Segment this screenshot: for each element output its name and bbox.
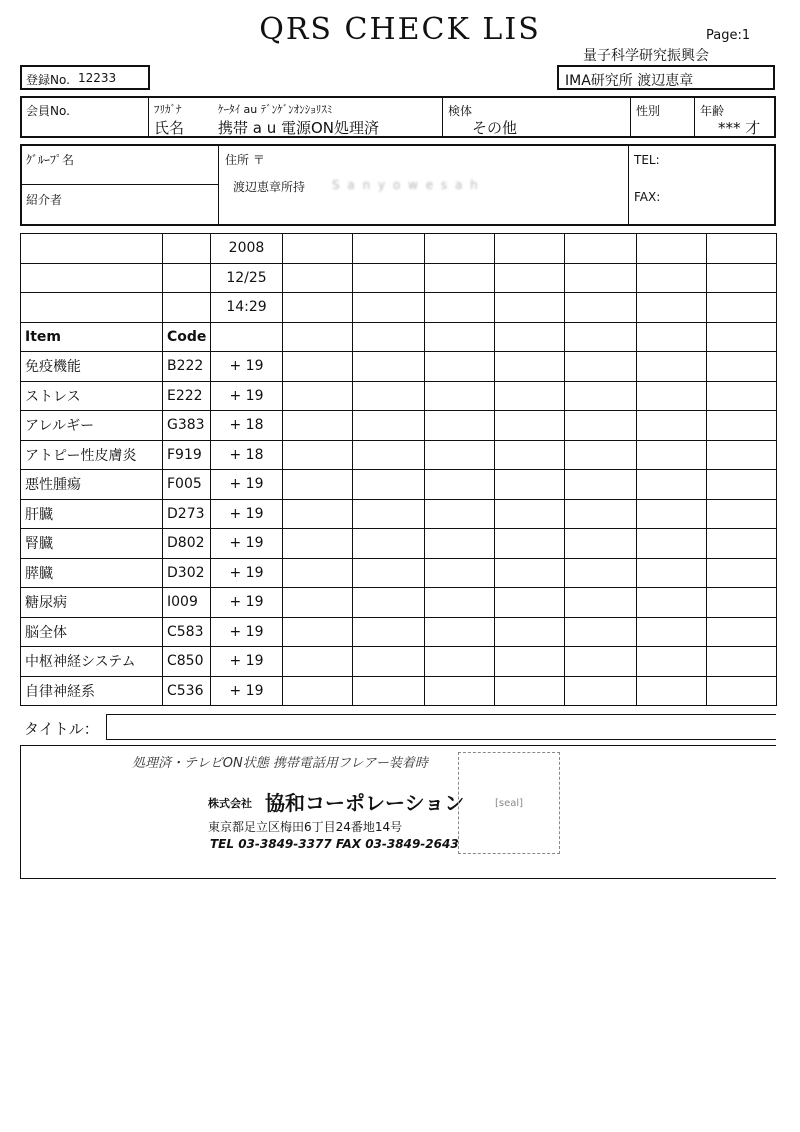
item-cell: 膵臓 bbox=[21, 558, 163, 588]
empty-cell bbox=[637, 411, 707, 441]
empty-cell bbox=[637, 234, 707, 264]
empty-cell bbox=[565, 381, 637, 411]
empty-cell bbox=[283, 647, 353, 677]
address-label: 住所 〒 bbox=[225, 153, 265, 167]
empty-cell bbox=[283, 293, 353, 323]
age-value: *** 才 bbox=[718, 119, 761, 137]
empty-cell bbox=[353, 381, 425, 411]
empty-cell bbox=[707, 617, 777, 647]
empty-cell bbox=[353, 499, 425, 529]
empty-cell bbox=[565, 470, 637, 500]
empty-cell bbox=[707, 499, 777, 529]
empty-cell bbox=[495, 293, 565, 323]
value-cell: + 18 bbox=[211, 411, 283, 441]
empty-cell bbox=[353, 558, 425, 588]
empty-cell bbox=[707, 293, 777, 323]
value-cell: + 19 bbox=[211, 352, 283, 382]
empty-cell bbox=[21, 293, 163, 323]
table-row bbox=[21, 588, 777, 618]
table-row bbox=[21, 263, 777, 293]
institute-name: IMA研究所 渡辺恵章 bbox=[565, 73, 694, 89]
empty-cell bbox=[495, 322, 565, 352]
empty-cell bbox=[565, 411, 637, 441]
empty-cell bbox=[283, 588, 353, 618]
empty-cell bbox=[163, 263, 211, 293]
empty-cell bbox=[637, 352, 707, 382]
company-address: 東京都足立区梅田6丁目24番地14号 bbox=[208, 820, 403, 834]
empty-cell bbox=[707, 470, 777, 500]
empty-cell bbox=[637, 440, 707, 470]
value-cell: + 19 bbox=[211, 558, 283, 588]
empty-cell bbox=[637, 293, 707, 323]
empty-cell bbox=[283, 263, 353, 293]
empty-cell bbox=[495, 352, 565, 382]
table-row bbox=[21, 293, 777, 323]
empty-cell bbox=[283, 558, 353, 588]
value-cell: + 19 bbox=[211, 499, 283, 529]
empty-cell bbox=[21, 234, 163, 264]
empty-cell bbox=[353, 352, 425, 382]
member-no-label: 会員No. bbox=[26, 104, 70, 118]
contact-box bbox=[20, 144, 776, 226]
item-cell: 自律神経系 bbox=[21, 676, 163, 706]
item-cell: 中枢神経システム bbox=[21, 647, 163, 677]
code-cell: C850 bbox=[163, 647, 211, 677]
empty-cell bbox=[637, 676, 707, 706]
code-header: Code bbox=[163, 322, 211, 352]
empty-cell bbox=[353, 676, 425, 706]
empty-cell bbox=[495, 499, 565, 529]
value-cell: + 19 bbox=[211, 470, 283, 500]
code-cell: C583 bbox=[163, 617, 211, 647]
empty-cell bbox=[637, 529, 707, 559]
date-cell: 2008 bbox=[211, 234, 283, 264]
code-cell: C536 bbox=[163, 676, 211, 706]
empty-cell bbox=[637, 558, 707, 588]
table-row bbox=[21, 499, 777, 529]
empty-cell bbox=[211, 322, 283, 352]
empty-cell bbox=[283, 499, 353, 529]
institute-box bbox=[557, 65, 775, 90]
table-row bbox=[21, 411, 777, 441]
furigana-label: ﾌﾘｶﾞﾅ bbox=[154, 103, 182, 116]
empty-cell bbox=[565, 440, 637, 470]
empty-cell bbox=[353, 470, 425, 500]
empty-cell bbox=[565, 352, 637, 382]
empty-cell bbox=[637, 381, 707, 411]
empty-cell bbox=[495, 558, 565, 588]
sex-label: 性別 bbox=[636, 104, 661, 118]
empty-cell bbox=[353, 588, 425, 618]
empty-cell bbox=[565, 588, 637, 618]
company-prefix: 株式会社 bbox=[208, 797, 252, 810]
empty-cell bbox=[163, 234, 211, 264]
item-cell: アトピー性皮膚炎 bbox=[21, 440, 163, 470]
empty-cell bbox=[495, 470, 565, 500]
code-cell: G383 bbox=[163, 411, 211, 441]
empty-cell bbox=[707, 381, 777, 411]
table-row bbox=[21, 322, 777, 352]
empty-cell bbox=[707, 647, 777, 677]
empty-cell bbox=[707, 676, 777, 706]
fax-label: FAX: bbox=[634, 190, 661, 204]
table-row bbox=[21, 440, 777, 470]
empty-cell bbox=[283, 352, 353, 382]
empty-cell bbox=[283, 529, 353, 559]
empty-cell bbox=[707, 234, 777, 264]
empty-cell bbox=[637, 470, 707, 500]
introducer-label: 紹介者 bbox=[26, 193, 63, 207]
company-name: 協和コーポレーション bbox=[265, 791, 465, 815]
empty-cell bbox=[425, 499, 495, 529]
code-cell: I009 bbox=[163, 588, 211, 618]
empty-cell bbox=[495, 529, 565, 559]
empty-cell bbox=[425, 440, 495, 470]
table-row bbox=[21, 381, 777, 411]
empty-cell bbox=[425, 263, 495, 293]
code-cell: E222 bbox=[163, 381, 211, 411]
furigana-value: ｹｰﾀｲ au ﾃﾞﾝｹﾞﾝｵﾝｼｮﾘｽﾐ bbox=[218, 103, 333, 116]
empty-cell bbox=[425, 588, 495, 618]
title-label: タイトル： bbox=[24, 720, 99, 738]
empty-cell bbox=[495, 588, 565, 618]
registration-box bbox=[20, 65, 150, 90]
table-row bbox=[21, 558, 777, 588]
empty-cell bbox=[565, 529, 637, 559]
check-table bbox=[20, 233, 777, 706]
sample-label: 検体 bbox=[448, 104, 473, 118]
code-cell: D273 bbox=[163, 499, 211, 529]
registration-label: 登録No. bbox=[26, 73, 70, 87]
code-cell: F005 bbox=[163, 470, 211, 500]
empty-cell bbox=[707, 588, 777, 618]
item-cell: 悪性腫瘍 bbox=[21, 470, 163, 500]
table-row bbox=[21, 529, 777, 559]
empty-cell bbox=[637, 617, 707, 647]
seal-placeholder: [seal] bbox=[458, 752, 560, 854]
empty-cell bbox=[353, 617, 425, 647]
empty-cell bbox=[353, 234, 425, 264]
handwritten-note: 処理済・テレビON状態 携帯電話用フレアー装着時 bbox=[132, 756, 428, 771]
empty-cell bbox=[425, 411, 495, 441]
empty-cell bbox=[565, 293, 637, 323]
empty-cell bbox=[565, 617, 637, 647]
empty-cell bbox=[707, 440, 777, 470]
table-row bbox=[21, 234, 777, 264]
address-obscured: S a n y o w e s a h bbox=[332, 178, 480, 192]
item-header: Item bbox=[21, 322, 163, 352]
item-cell: 脳全体 bbox=[21, 617, 163, 647]
table-row bbox=[21, 617, 777, 647]
item-cell: 肝臓 bbox=[21, 499, 163, 529]
empty-cell bbox=[637, 588, 707, 618]
empty-cell bbox=[565, 322, 637, 352]
empty-cell bbox=[425, 617, 495, 647]
empty-cell bbox=[707, 529, 777, 559]
empty-cell bbox=[353, 529, 425, 559]
empty-cell bbox=[495, 617, 565, 647]
empty-cell bbox=[495, 440, 565, 470]
empty-cell bbox=[425, 529, 495, 559]
empty-cell bbox=[425, 234, 495, 264]
empty-cell bbox=[565, 676, 637, 706]
group-label: ｸﾞﾙｰﾌﾟ名 bbox=[26, 153, 75, 167]
value-cell: + 19 bbox=[211, 529, 283, 559]
empty-cell bbox=[283, 440, 353, 470]
item-cell: ストレス bbox=[21, 381, 163, 411]
empty-cell bbox=[283, 322, 353, 352]
empty-cell bbox=[637, 647, 707, 677]
tel-label: TEL: bbox=[634, 153, 660, 167]
empty-cell bbox=[283, 470, 353, 500]
registration-number: 12233 bbox=[78, 71, 117, 85]
empty-cell bbox=[21, 263, 163, 293]
sample-value: その他 bbox=[472, 119, 518, 137]
empty-cell bbox=[425, 558, 495, 588]
value-cell: + 18 bbox=[211, 440, 283, 470]
title-field[interactable] bbox=[106, 714, 776, 740]
empty-cell bbox=[425, 322, 495, 352]
empty-cell bbox=[495, 381, 565, 411]
item-cell: 腎臓 bbox=[21, 529, 163, 559]
value-cell: + 19 bbox=[211, 381, 283, 411]
item-cell: 糖尿病 bbox=[21, 588, 163, 618]
empty-cell bbox=[707, 322, 777, 352]
empty-cell bbox=[283, 381, 353, 411]
name-value: 携帯 a u 電源ON処理済 bbox=[218, 119, 380, 137]
empty-cell bbox=[495, 263, 565, 293]
empty-cell bbox=[637, 263, 707, 293]
empty-cell bbox=[707, 352, 777, 382]
table-row bbox=[21, 470, 777, 500]
empty-cell bbox=[707, 411, 777, 441]
code-cell: D802 bbox=[163, 529, 211, 559]
empty-cell bbox=[425, 676, 495, 706]
empty-cell bbox=[283, 676, 353, 706]
empty-cell bbox=[565, 499, 637, 529]
empty-cell bbox=[163, 293, 211, 323]
item-cell: 免疫機能 bbox=[21, 352, 163, 382]
empty-cell bbox=[637, 499, 707, 529]
address-line: 渡辺恵章所持 bbox=[233, 180, 306, 194]
empty-cell bbox=[353, 293, 425, 323]
value-cell: + 19 bbox=[211, 676, 283, 706]
empty-cell bbox=[565, 234, 637, 264]
page-title: QRS CHECK LIS bbox=[259, 12, 541, 47]
empty-cell bbox=[707, 558, 777, 588]
value-cell: + 19 bbox=[211, 588, 283, 618]
code-cell: B222 bbox=[163, 352, 211, 382]
value-cell: + 19 bbox=[211, 617, 283, 647]
value-cell: + 19 bbox=[211, 647, 283, 677]
empty-cell bbox=[283, 411, 353, 441]
empty-cell bbox=[425, 293, 495, 323]
organization-name: 量子科学研究振興会 bbox=[583, 48, 709, 64]
empty-cell bbox=[565, 263, 637, 293]
empty-cell bbox=[283, 617, 353, 647]
empty-cell bbox=[353, 322, 425, 352]
age-label: 年齢 bbox=[700, 104, 725, 118]
empty-cell bbox=[353, 263, 425, 293]
empty-cell bbox=[707, 263, 777, 293]
empty-cell bbox=[637, 322, 707, 352]
empty-cell bbox=[353, 440, 425, 470]
table-row bbox=[21, 352, 777, 382]
empty-cell bbox=[425, 352, 495, 382]
date-cell: 14:29 bbox=[211, 293, 283, 323]
empty-cell bbox=[425, 381, 495, 411]
date-cell: 12/25 bbox=[211, 263, 283, 293]
empty-cell bbox=[495, 647, 565, 677]
page-number: Page:1 bbox=[706, 28, 751, 43]
empty-cell bbox=[353, 647, 425, 677]
table-row bbox=[21, 676, 777, 706]
empty-cell bbox=[495, 234, 565, 264]
empty-cell bbox=[353, 411, 425, 441]
empty-cell bbox=[565, 558, 637, 588]
company-phone: TEL 03-3849-3377 FAX 03-3849-2643 bbox=[210, 837, 459, 851]
code-cell: F919 bbox=[163, 440, 211, 470]
empty-cell bbox=[425, 470, 495, 500]
empty-cell bbox=[495, 676, 565, 706]
empty-cell bbox=[425, 647, 495, 677]
empty-cell bbox=[495, 411, 565, 441]
empty-cell bbox=[283, 234, 353, 264]
item-cell: アレルギー bbox=[21, 411, 163, 441]
code-cell: D302 bbox=[163, 558, 211, 588]
table-row bbox=[21, 647, 777, 677]
member-info-box bbox=[20, 96, 776, 138]
empty-cell bbox=[565, 647, 637, 677]
name-label: 氏名 bbox=[154, 119, 185, 137]
